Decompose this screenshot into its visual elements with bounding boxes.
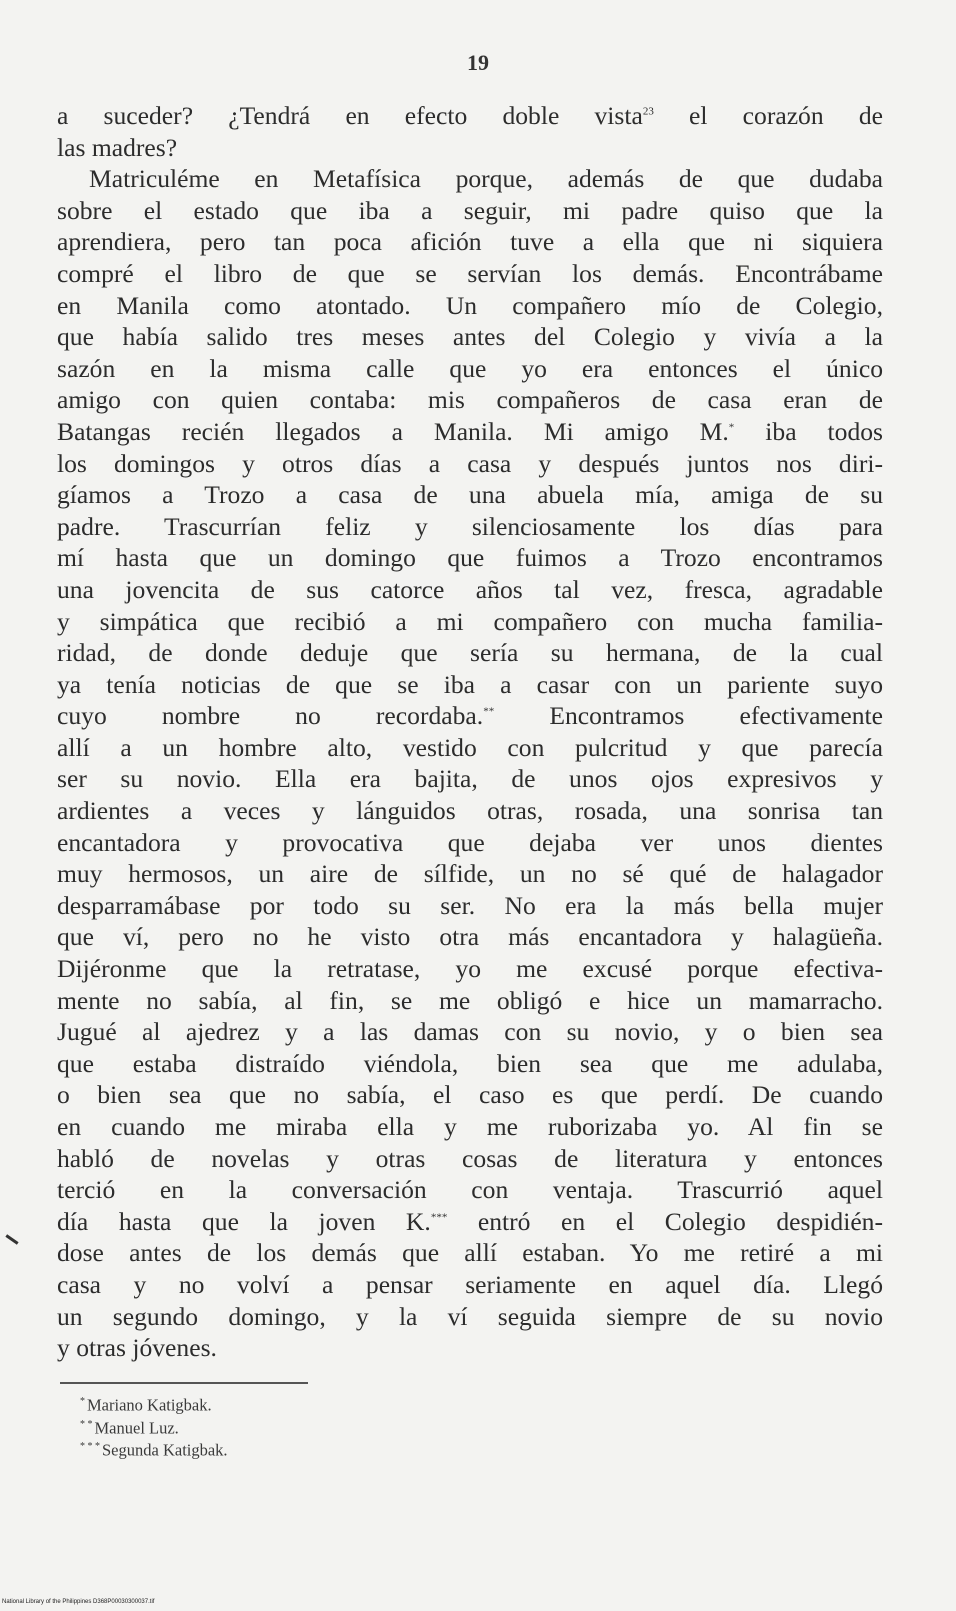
text-line bbox=[57, 669, 883, 701]
text-line bbox=[57, 953, 883, 985]
text-line bbox=[57, 321, 883, 353]
text-line-content: las madres? bbox=[57, 132, 178, 162]
text-line bbox=[57, 1206, 883, 1238]
text-line-content: compré el libro de que se servían los demás. Encontrábame bbox=[57, 258, 883, 288]
text-line-content: que estaba distraído viéndola, bien sea que me adulaba, bbox=[57, 1048, 883, 1078]
text-line-content: que había salido tres meses antes del Colegio y vivía a la bbox=[57, 322, 883, 352]
text-line bbox=[57, 1174, 883, 1206]
text-line bbox=[57, 353, 883, 385]
text-line bbox=[57, 1079, 883, 1111]
footnote-mark: * * bbox=[80, 1418, 93, 1430]
text-line-content: allí a un hombre alto, vestido con pulcritud y que parecía bbox=[57, 732, 883, 762]
text-line-continuation: iba todos bbox=[734, 416, 884, 446]
text-line-content: habló de novelas y otras cosas de literatura y entonces bbox=[57, 1143, 883, 1173]
text-line-content: mente no sabía, al fin, se me obligó e hice un mamarracho. bbox=[57, 985, 883, 1015]
text-line-content: gíamos a Trozo a casa de una abuela mía, amiga de su bbox=[57, 480, 883, 510]
text-line-content: que ví, pero no he visto otra más encantadora y halagüeña. bbox=[57, 922, 883, 952]
text-line bbox=[57, 858, 883, 890]
text-line-content: en cuando me miraba ella y me ruborizaba yo. Al fin se bbox=[57, 1112, 883, 1141]
text-line-content: casa y no volví a pensar seriamente en aquel día. Llegó bbox=[57, 1269, 883, 1299]
text-line-content: cuyo nombre no recordaba. bbox=[57, 701, 484, 731]
text-line-content: sazón en la misma calle que yo era entonces el único bbox=[57, 353, 883, 383]
text-line bbox=[57, 1016, 883, 1048]
text-line-content: ardientes a veces y lánguidos otras, rosada, una sonrisa tan bbox=[57, 796, 883, 826]
text-line bbox=[57, 479, 883, 511]
text-line bbox=[57, 132, 883, 164]
text-line-continuation: entró en el Colegio despidién- bbox=[447, 1206, 883, 1236]
text-line-continuation: el corazón de bbox=[653, 101, 883, 130]
text-line-content: Dijéronme que la retratase, yo me excusé porque efectiva- bbox=[57, 954, 883, 984]
text-line-content: y otras jóvenes. bbox=[57, 1333, 217, 1363]
footnote-text: Mariano Katigbak. bbox=[87, 1395, 212, 1415]
text-line bbox=[57, 195, 883, 227]
text-line-content: ridad, de donde deduje que sería su hermana, de la cual bbox=[57, 638, 883, 668]
footnote-text: Segunda Katigbak. bbox=[102, 1440, 228, 1460]
text-line-content: dose antes de los demás que allí estaban. Yo me retiré a mi bbox=[57, 1238, 883, 1268]
text-line-content: amigo con quien contaba: mis compañeros de casa eran de bbox=[57, 385, 883, 415]
footnote bbox=[80, 1415, 228, 1438]
text-line bbox=[57, 258, 883, 290]
margin-mark bbox=[5, 1234, 18, 1244]
text-line bbox=[57, 921, 883, 953]
footnote-reference: *** bbox=[430, 1211, 448, 1224]
footnote-divider bbox=[60, 1382, 308, 1384]
text-line-content: y simpática que recibió a mi compañero con mucha familia- bbox=[57, 606, 883, 636]
text-line-content: mí hasta que un domingo que fuimos a Trozo encontramos bbox=[57, 543, 883, 573]
footnote-mark: * * * bbox=[80, 1441, 100, 1452]
text-line-content: Matriculéme en Metafísica porque, además de que dudaba bbox=[89, 164, 883, 194]
text-line bbox=[57, 1269, 883, 1301]
text-line bbox=[57, 100, 883, 132]
text-line bbox=[57, 542, 883, 574]
text-line-content: encantadora y provocativa que dejaba ver unos dientes bbox=[57, 827, 883, 857]
footnote bbox=[80, 1392, 228, 1415]
text-line bbox=[57, 226, 883, 258]
text-line-content: desparramábase por todo su ser. No era la más bella mujer bbox=[57, 890, 883, 920]
text-line bbox=[57, 606, 883, 638]
text-line bbox=[57, 1237, 883, 1269]
text-line-content: Batangas recién llegados a Manila. Mi amigo M. bbox=[57, 416, 729, 446]
text-line-content: día hasta que la joven K. bbox=[57, 1206, 431, 1236]
footnote-reference: * bbox=[728, 421, 735, 434]
archive-label: National Library of the Philippines D368P00030300037.tif bbox=[2, 1599, 155, 1605]
footnote-mark: * bbox=[80, 1396, 85, 1407]
text-line bbox=[57, 1048, 883, 1080]
text-line-content: o bien sea que no sabía, el caso es que perdí. De cuando bbox=[57, 1080, 883, 1110]
text-line-content: un segundo domingo, y la ví seguida siempre de su novio bbox=[57, 1301, 883, 1331]
text-line-content: padre. Trascurrían feliz y silenciosamente los días para bbox=[57, 511, 883, 541]
text-line bbox=[57, 985, 883, 1017]
text-line-content: sobre el estado que iba a seguir, mi padre quiso que la bbox=[57, 195, 883, 225]
text-line bbox=[57, 384, 883, 416]
text-line-content: aprendiera, pero tan poca afición tuve a ella que ni siquiera bbox=[57, 227, 883, 257]
text-line bbox=[57, 448, 883, 480]
text-line bbox=[57, 290, 883, 322]
footnote-reference: ** bbox=[483, 705, 495, 718]
text-line bbox=[57, 511, 883, 543]
text-line bbox=[57, 1143, 883, 1175]
text-line-content: Jugué al ajedrez y a las damas con su novio, y o bien sea bbox=[57, 1017, 883, 1047]
footnote-text: Manuel Luz. bbox=[94, 1418, 179, 1437]
footnotes bbox=[80, 1392, 228, 1460]
text-line-continuation: Encontramos efectivamente bbox=[494, 701, 883, 731]
body-text bbox=[57, 100, 883, 1364]
text-line bbox=[57, 1111, 883, 1143]
text-line bbox=[57, 1332, 883, 1364]
footnote bbox=[80, 1437, 228, 1460]
text-line-content: una jovencita de sus catorce años tal vez, fresca, agradable bbox=[57, 574, 883, 604]
text-line-content: terció en la conversación con ventaja. Trascurrió aquel bbox=[57, 1175, 883, 1205]
text-line bbox=[57, 763, 883, 795]
text-line bbox=[57, 1301, 883, 1333]
text-line-content: muy hermosos, un aire de sílfide, un no sé qué de halagador bbox=[57, 859, 883, 889]
text-line bbox=[57, 795, 883, 827]
text-line bbox=[57, 700, 883, 732]
text-line bbox=[57, 890, 883, 922]
text-line bbox=[57, 732, 883, 764]
text-line bbox=[57, 163, 883, 195]
text-line bbox=[57, 574, 883, 606]
text-line-content: los domingos y otros días a casa y después juntos nos diri- bbox=[57, 448, 883, 478]
text-line-content: ser su novio. Ella era bajita, de unos ojos expresivos y bbox=[57, 764, 883, 794]
text-line-content: en Manila como atontado. Un compañero mío de Colegio, bbox=[57, 290, 883, 320]
page-number: 19 bbox=[467, 50, 489, 75]
footnote-reference: 23 bbox=[642, 105, 654, 118]
text-line bbox=[57, 416, 883, 448]
text-line-content: a suceder? ¿Tendrá en efecto doble vista bbox=[57, 101, 643, 130]
text-line bbox=[57, 637, 883, 669]
text-line-content: ya tenía noticias de que se iba a casar con un pariente suyo bbox=[57, 669, 883, 699]
text-line bbox=[57, 827, 883, 859]
